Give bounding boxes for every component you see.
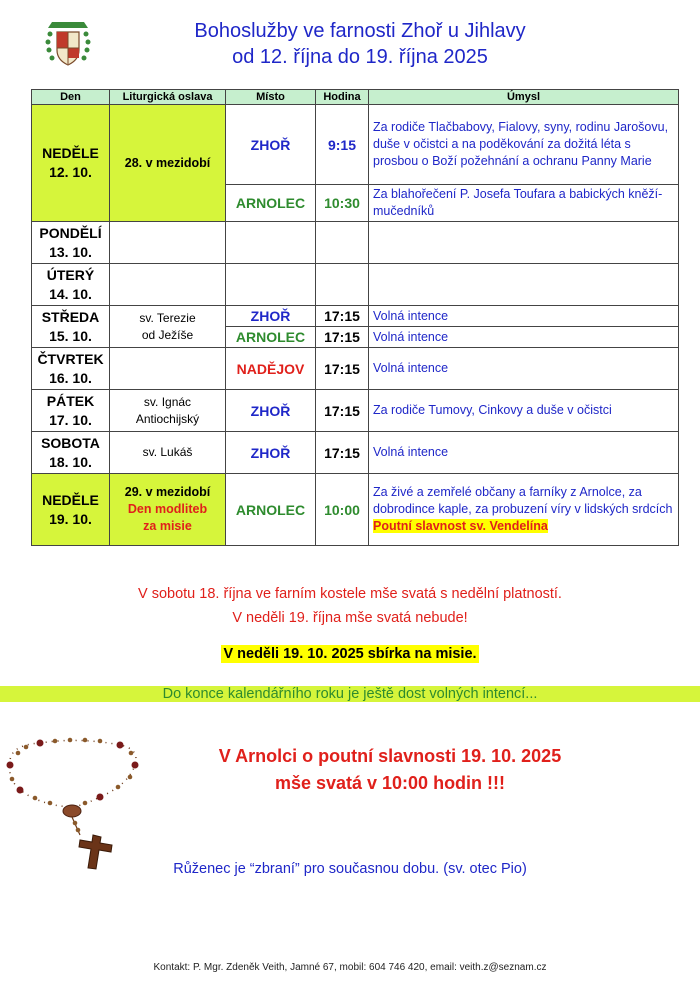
place-cell: ZHOŘ bbox=[226, 390, 316, 432]
table-row bbox=[32, 264, 679, 306]
place-cell: NADĚJOV bbox=[226, 348, 316, 390]
celebration-cell: 29. v mezidobí Den modliteb za misie bbox=[110, 474, 226, 546]
place-cell: ARNOLEC bbox=[226, 474, 316, 546]
place-cell: ARNOLEC bbox=[226, 327, 316, 348]
table-row bbox=[32, 390, 679, 432]
celebration-cell: sv. Terezie od Ježíše bbox=[110, 306, 226, 348]
place-cell: ZHOŘ bbox=[226, 105, 316, 185]
note-sunday: V neděli 19. října mše svatá nebude! bbox=[232, 610, 468, 626]
celebration-cell: 28. v mezidobí bbox=[110, 105, 226, 222]
page-subtitle: od 12. října do 19. října 2025 bbox=[232, 46, 488, 68]
header-place: Místo bbox=[226, 90, 316, 105]
pilgrimage-note-line2: mše svatá v 10:00 hodin !!! bbox=[274, 773, 506, 793]
intent-cell: Za rodiče Tlačbabovy, Fialovy, syny, rodinu Jarošovu, duše v očistci a na poděkování za dožitá léta s prosbou o Boží požehnání a ochranu Panny Marie bbox=[369, 105, 679, 185]
table-row bbox=[32, 348, 679, 390]
day-cell: NEDĚLE 12. 10. bbox=[32, 105, 110, 222]
table-row bbox=[32, 105, 679, 185]
day-cell: SOBOTA 18. 10. bbox=[32, 432, 110, 474]
place-cell: ZHOŘ bbox=[226, 306, 316, 327]
table-row bbox=[32, 474, 679, 546]
celebration-cell: sv. Lukáš bbox=[110, 432, 226, 474]
highlight-badge: Poutní slavnost sv. Vendelína bbox=[373, 519, 548, 533]
day-cell: ÚTERÝ 14. 10. bbox=[32, 264, 110, 306]
table-row bbox=[32, 306, 679, 327]
schedule-table bbox=[31, 89, 679, 546]
time-cell: 17:15 bbox=[316, 327, 369, 348]
coat-of-arms-icon bbox=[44, 18, 92, 70]
header-time: Hodina bbox=[316, 90, 369, 105]
header-intent: Úmysl bbox=[369, 90, 679, 105]
table-row bbox=[32, 432, 679, 474]
intent-cell: Za živé a zemřelé občany a farníky z Arnolce, za dobrodince kaple, za probuzení víry v lidských srdcích Poutní slavnost sv. Vendelína bbox=[369, 474, 679, 546]
time-cell: 17:15 bbox=[316, 348, 369, 390]
celebration-cell: sv. Ignác Antiochijský bbox=[110, 390, 226, 432]
intent-cell: Za blahořečení P. Josefa Toufara a babických kněží-mučedníků bbox=[369, 185, 679, 222]
time-cell: 10:30 bbox=[316, 185, 369, 222]
note-saturday: V sobotu 18. října ve farním kostele mše svatá s nedělní platností. bbox=[138, 586, 562, 602]
place-cell: ARNOLEC bbox=[226, 185, 316, 222]
intent-cell: Za rodiče Tumovy, Cinkovy a duše v očistci bbox=[369, 390, 679, 432]
day-cell: PÁTEK 17. 10. bbox=[32, 390, 110, 432]
table-row bbox=[32, 222, 679, 264]
contact-footer: Kontakt: P. Mgr. Zdeněk Veith, Jamné 67, mobil: 604 746 420, email: veith.z@seznam.cz bbox=[153, 962, 547, 973]
place-cell: ZHOŘ bbox=[226, 432, 316, 474]
table-header-row bbox=[32, 90, 679, 105]
time-cell: 9:15 bbox=[316, 105, 369, 185]
day-cell: NEDĚLE 19. 10. bbox=[32, 474, 110, 546]
time-cell: 10:00 bbox=[316, 474, 369, 546]
intent-cell: Volná intence bbox=[369, 306, 679, 327]
note-collection: V neděli 19. 10. 2025 sbírka na misie. bbox=[223, 646, 477, 662]
intent-cell: Volná intence bbox=[369, 348, 679, 390]
note-intentions: Do konce kalendářního roku je ještě dost volných intencí... bbox=[0, 686, 700, 702]
time-cell: 17:15 bbox=[316, 306, 369, 327]
intent-cell: Volná intence bbox=[369, 327, 679, 348]
header-day: Den bbox=[32, 90, 110, 105]
rosary-quote: Růženec je “zbraní” pro současnou dobu. (sv. otec Pio) bbox=[173, 861, 527, 877]
time-cell: 17:15 bbox=[316, 432, 369, 474]
page-title: Bohoslužby ve farnosti Zhoř u Jihlavy bbox=[194, 20, 526, 42]
day-cell: STŘEDA 15. 10. bbox=[32, 306, 110, 348]
day-cell: ČTVRTEK 16. 10. bbox=[32, 348, 110, 390]
pilgrimage-note-line1: V Arnolci o poutní slavnosti 19. 10. 2025 bbox=[218, 746, 562, 766]
intent-cell: Volná intence bbox=[369, 432, 679, 474]
time-cell: 17:15 bbox=[316, 390, 369, 432]
header-celebration: Liturgická oslava bbox=[110, 90, 226, 105]
day-cell: PONDĚLÍ 13. 10. bbox=[32, 222, 110, 264]
rosary-icon bbox=[0, 735, 160, 875]
